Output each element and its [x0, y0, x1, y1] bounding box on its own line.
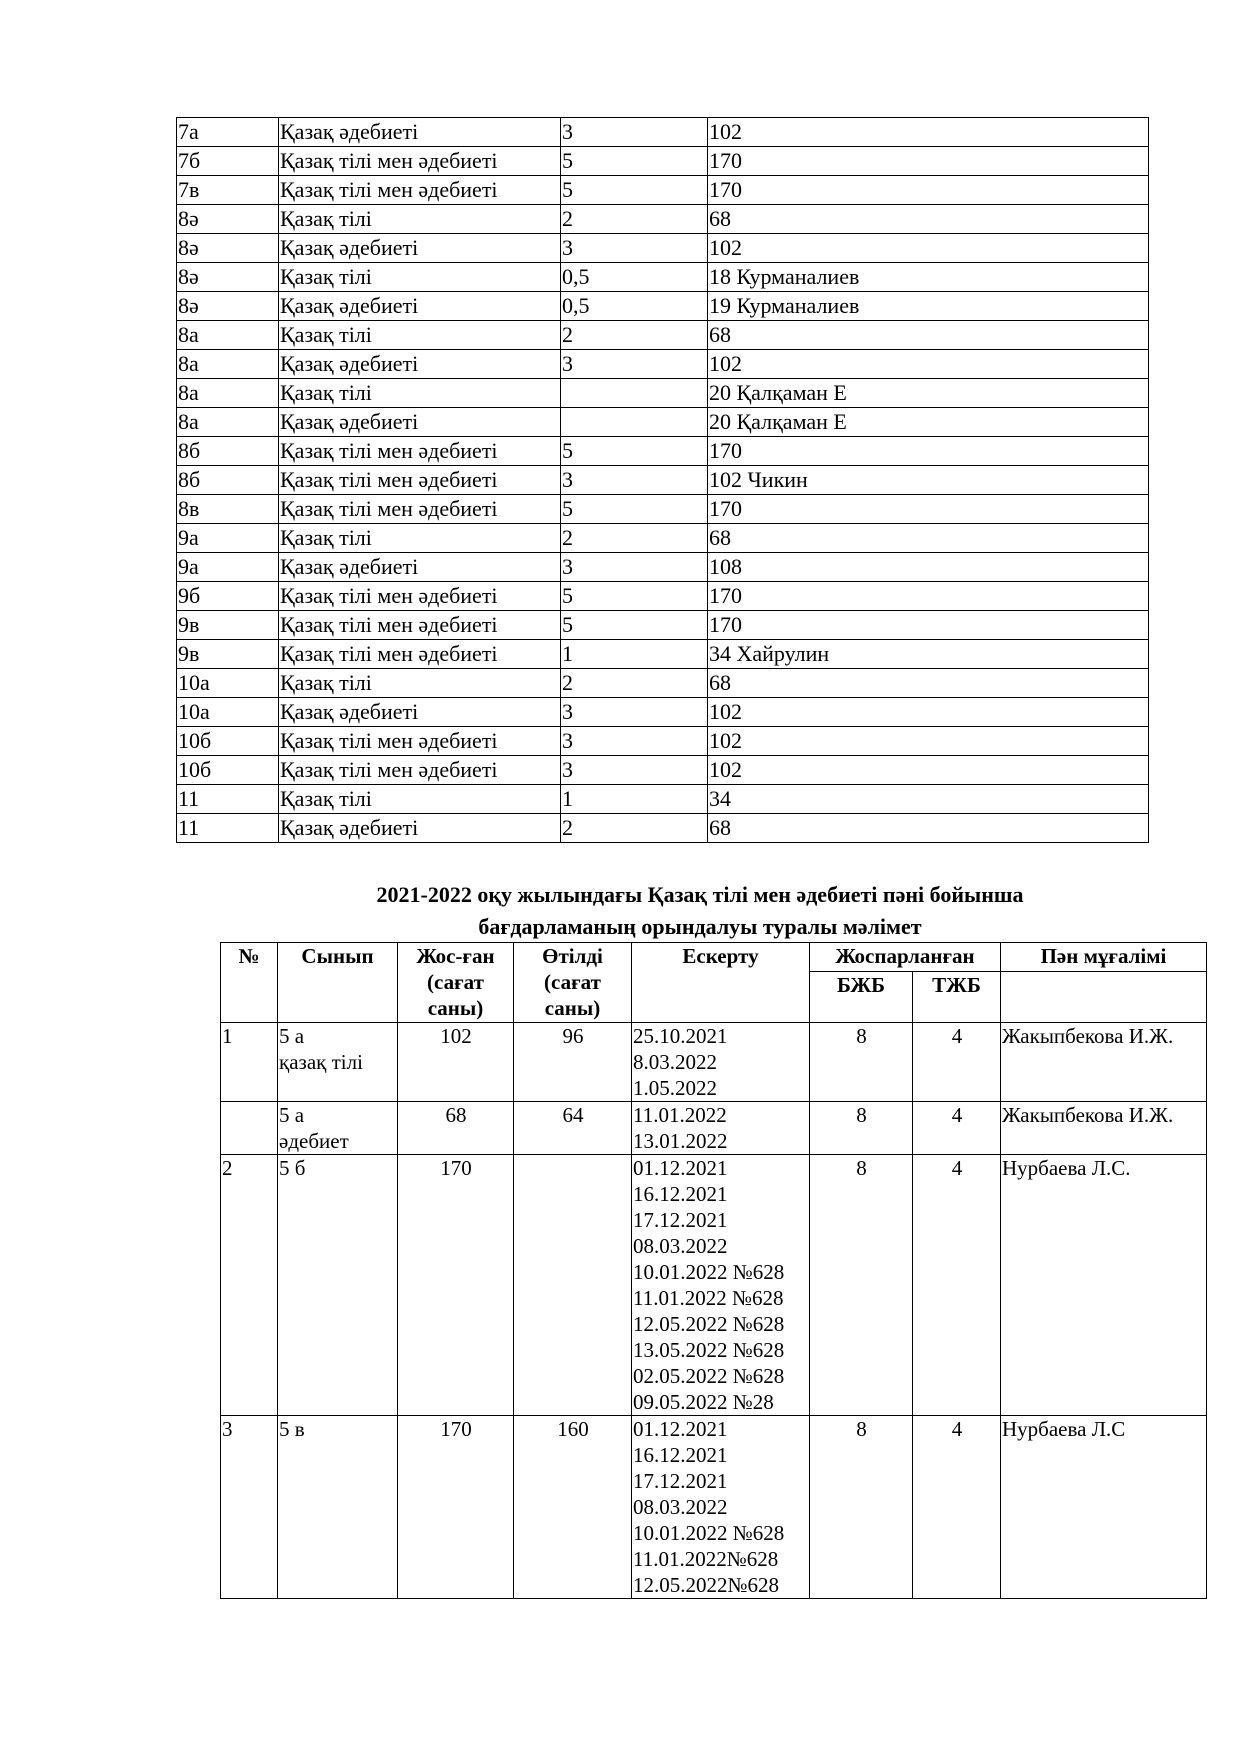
subject-cell: Қазақ тілі: [279, 379, 561, 408]
report-row: [221, 1416, 1207, 1599]
bzhb-cell: 8: [810, 1102, 913, 1155]
table-row: [177, 263, 1149, 292]
hours-cell: 3: [561, 350, 708, 379]
header-num: №: [221, 943, 278, 1023]
total-cell: 170: [708, 437, 1149, 466]
note-date: 12.05.2022 №628: [633, 1312, 785, 1336]
passed-hours-cell: [514, 1155, 632, 1416]
total-cell: 68: [708, 205, 1149, 234]
table-row: [177, 611, 1149, 640]
hours-cell: 3: [561, 698, 708, 727]
note-date: 10.01.2022 №628: [633, 1521, 785, 1545]
subject-cell: Қазақ әдебиеті: [279, 553, 561, 582]
tzhb-cell: 4: [913, 1102, 1001, 1155]
subject-cell: Қазақ тілі: [279, 321, 561, 350]
note-date: 11.01.2022№628: [633, 1547, 779, 1571]
table-row: [177, 437, 1149, 466]
class-cell: 10б: [177, 727, 279, 756]
hours-cell: 3: [561, 118, 708, 147]
hours-cell: [561, 379, 708, 408]
header-teacher: Пән мұғалімі: [1001, 943, 1207, 972]
note-date: 11.01.2022 №628: [633, 1286, 784, 1310]
table-row: [177, 350, 1149, 379]
total-cell: 68: [708, 524, 1149, 553]
header-passed-hours: Өтілді (сағат саны): [514, 943, 632, 1023]
report-title-line-2: бағдарламаның орындалуы туралы мәлімет: [478, 914, 922, 939]
report-row: [221, 1155, 1207, 1416]
header-bzhb: БЖБ: [810, 972, 913, 1023]
teacher-cell: Жакыпбекова И.Ж.: [1001, 1023, 1207, 1102]
planned-hours-cell: 170: [398, 1155, 514, 1416]
note-date: 02.05.2022 №628: [633, 1364, 785, 1388]
class-cell: 8ә: [177, 263, 279, 292]
total-cell: 102: [708, 756, 1149, 785]
total-cell: 34 Хайрулин: [708, 640, 1149, 669]
subject-cell: Қазақ тілі мен әдебиеті: [279, 466, 561, 495]
total-cell: 68: [708, 669, 1149, 698]
class-cell: 8б: [177, 466, 279, 495]
class-cell: 8в: [177, 495, 279, 524]
class-cell: 10а: [177, 669, 279, 698]
subject-cell: Қазақ әдебиеті: [279, 292, 561, 321]
subject-cell: Қазақ әдебиеті: [279, 408, 561, 437]
row-number-cell: [221, 1102, 278, 1155]
hours-cell: 1: [561, 640, 708, 669]
total-cell: 102: [708, 350, 1149, 379]
subject-cell: Қазақ тілі мен әдебиеті: [279, 582, 561, 611]
hours-cell: 2: [561, 524, 708, 553]
table-row: [177, 814, 1149, 843]
total-cell: 170: [708, 582, 1149, 611]
report-row: [221, 1023, 1207, 1102]
note-date: 17.12.2021: [633, 1208, 728, 1232]
hours-cell: 5: [561, 611, 708, 640]
total-cell: 102: [708, 234, 1149, 263]
subject-cell: Қазақ тілі мен әдебиеті: [279, 611, 561, 640]
table-row: [177, 669, 1149, 698]
subject-cell: Қазақ тілі: [279, 205, 561, 234]
hours-cell: 3: [561, 466, 708, 495]
hours-cell: 2: [561, 814, 708, 843]
class-cell: 10а: [177, 698, 279, 727]
table-row: [177, 698, 1149, 727]
passed-hours-cell: 64: [514, 1102, 632, 1155]
note-date: 10.01.2022 №628: [633, 1260, 785, 1284]
hours-cell: 3: [561, 727, 708, 756]
class-cell: 11: [177, 814, 279, 843]
total-cell: 20 Қалқаман Е: [708, 379, 1149, 408]
total-cell: 34: [708, 785, 1149, 814]
class-cell: 10б: [177, 756, 279, 785]
table-row: [177, 582, 1149, 611]
table-row: [177, 553, 1149, 582]
bzhb-cell: 8: [810, 1155, 913, 1416]
header-tzhb: ТЖБ: [913, 972, 1001, 1023]
subject-cell: Қазақ тілі мен әдебиеті: [279, 437, 561, 466]
class-cell: 9а: [177, 524, 279, 553]
teaching-load-table: [176, 117, 1149, 843]
table-row: [177, 292, 1149, 321]
total-cell: 20 Қалқаман Е: [708, 408, 1149, 437]
report-row: [221, 1102, 1207, 1155]
hours-cell: 5: [561, 147, 708, 176]
tzhb-cell: 4: [913, 1416, 1001, 1599]
total-cell: 170: [708, 176, 1149, 205]
class-cell: 9в: [177, 640, 279, 669]
note-date: 11.01.2022: [633, 1103, 727, 1127]
teacher-cell: Нурбаева Л.С.: [1001, 1155, 1207, 1416]
class-cell: 8ә: [177, 205, 279, 234]
subject-cell: Қазақ тілі: [279, 785, 561, 814]
note-dates-cell: [632, 1416, 810, 1599]
class-subject-cell: 5 б: [278, 1155, 398, 1416]
note-date: 12.05.2022№628: [633, 1573, 780, 1597]
table-row: [177, 640, 1149, 669]
note-date: 01.12.2021: [633, 1417, 728, 1441]
header-planned-hours: Жос-ған (сағат саны): [398, 943, 514, 1023]
class-cell: 8а: [177, 379, 279, 408]
hours-cell: 2: [561, 205, 708, 234]
table-row: [177, 321, 1149, 350]
table-row: [177, 147, 1149, 176]
class-cell: 7б: [177, 147, 279, 176]
teacher-cell: Нурбаева Л.С: [1001, 1416, 1207, 1599]
class-cell: 8ә: [177, 292, 279, 321]
table-row: [177, 495, 1149, 524]
hours-cell: 0,5: [561, 263, 708, 292]
class-subject-cell: 5 а әдебиет: [278, 1102, 398, 1155]
subject-cell: Қазақ әдебиеті: [279, 698, 561, 727]
header-note: Ескерту: [632, 943, 810, 1023]
teacher-cell: Жакыпбекова И.Ж.: [1001, 1102, 1207, 1155]
bzhb-cell: 8: [810, 1416, 913, 1599]
note-dates-cell: [632, 1155, 810, 1416]
class-cell: 8ә: [177, 234, 279, 263]
subject-cell: Қазақ әдебиеті: [279, 118, 561, 147]
note-date: 09.05.2022 №28: [633, 1390, 774, 1414]
subject-cell: Қазақ тілі: [279, 669, 561, 698]
class-cell: 9а: [177, 553, 279, 582]
total-cell: 68: [708, 321, 1149, 350]
table-row: [177, 379, 1149, 408]
note-date: 01.12.2021: [633, 1156, 728, 1180]
table-row: [177, 727, 1149, 756]
note-date: 1.05.2022: [633, 1076, 717, 1100]
table-row: [177, 205, 1149, 234]
table-row: [177, 234, 1149, 263]
tzhb-cell: 4: [913, 1155, 1001, 1416]
planned-hours-cell: 68: [398, 1102, 514, 1155]
table-row: [177, 408, 1149, 437]
hours-cell: 5: [561, 495, 708, 524]
total-cell: 18 Курманалиев: [708, 263, 1149, 292]
table-row: [177, 756, 1149, 785]
subject-cell: Қазақ тілі: [279, 263, 561, 292]
table-row: [177, 466, 1149, 495]
note-date: 17.12.2021: [633, 1469, 728, 1493]
note-date: 08.03.2022: [633, 1234, 728, 1258]
class-subject-cell: 5 в: [278, 1416, 398, 1599]
total-cell: 68: [708, 814, 1149, 843]
subject-cell: Қазақ тілі мен әдебиеті: [279, 495, 561, 524]
header-teacher-blank: [1001, 972, 1207, 1023]
class-cell: 8а: [177, 321, 279, 350]
class-cell: 9в: [177, 611, 279, 640]
planned-hours-cell: 170: [398, 1416, 514, 1599]
note-date: 13.05.2022 №628: [633, 1338, 785, 1362]
class-cell: 8б: [177, 437, 279, 466]
note-date: 16.12.2021: [633, 1443, 728, 1467]
row-number-cell: 1: [221, 1023, 278, 1102]
class-cell: 11: [177, 785, 279, 814]
header-planned: Жоспарланған: [810, 943, 1001, 972]
program-report-table: [220, 942, 1207, 1599]
total-cell: 170: [708, 147, 1149, 176]
total-cell: 170: [708, 495, 1149, 524]
hours-cell: 0,5: [561, 292, 708, 321]
subject-cell: Қазақ тілі мен әдебиеті: [279, 727, 561, 756]
total-cell: 19 Курманалиев: [708, 292, 1149, 321]
hours-cell: [561, 408, 708, 437]
note-dates-cell: [632, 1102, 810, 1155]
class-cell: 7а: [177, 118, 279, 147]
hours-cell: 5: [561, 176, 708, 205]
note-date: 8.03.2022: [633, 1050, 717, 1074]
hours-cell: 2: [561, 321, 708, 350]
table-row: [177, 524, 1149, 553]
table-row: [177, 785, 1149, 814]
total-cell: 170: [708, 611, 1149, 640]
row-number-cell: 3: [221, 1416, 278, 1599]
total-cell: 102 Чикин: [708, 466, 1149, 495]
hours-cell: 3: [561, 234, 708, 263]
total-cell: 102: [708, 118, 1149, 147]
hours-cell: 1: [561, 785, 708, 814]
note-date: 16.12.2021: [633, 1182, 728, 1206]
class-cell: 9б: [177, 582, 279, 611]
hours-cell: 3: [561, 756, 708, 785]
subject-cell: Қазақ тілі мен әдебиеті: [279, 147, 561, 176]
passed-hours-cell: 96: [514, 1023, 632, 1102]
total-cell: 102: [708, 698, 1149, 727]
total-cell: 102: [708, 727, 1149, 756]
hours-cell: 2: [561, 669, 708, 698]
class-cell: 8а: [177, 408, 279, 437]
subject-cell: Қазақ тілі мен әдебиеті: [279, 176, 561, 205]
passed-hours-cell: 160: [514, 1416, 632, 1599]
class-cell: 8а: [177, 350, 279, 379]
bzhb-cell: 8: [810, 1023, 913, 1102]
note-date: 25.10.2021: [633, 1024, 728, 1048]
planned-hours-cell: 102: [398, 1023, 514, 1102]
table-row: [177, 176, 1149, 205]
subject-cell: Қазақ тілі мен әдебиеті: [279, 756, 561, 785]
subject-cell: Қазақ тілі: [279, 524, 561, 553]
subject-cell: Қазақ әдебиеті: [279, 814, 561, 843]
report-title-line-1: 2021-2022 оқу жылындағы Қазақ тілі мен әдебиеті пәні бойынша: [376, 882, 1024, 907]
class-cell: 7в: [177, 176, 279, 205]
tzhb-cell: 4: [913, 1023, 1001, 1102]
note-dates-cell: [632, 1023, 810, 1102]
class-subject-cell: 5 а қазақ тілі: [278, 1023, 398, 1102]
total-cell: 108: [708, 553, 1149, 582]
row-number-cell: 2: [221, 1155, 278, 1416]
subject-cell: Қазақ әдебиеті: [279, 350, 561, 379]
table-row: [177, 118, 1149, 147]
subject-cell: Қазақ әдебиеті: [279, 234, 561, 263]
subject-cell: Қазақ тілі мен әдебиеті: [279, 640, 561, 669]
hours-cell: 5: [561, 582, 708, 611]
hours-cell: 3: [561, 553, 708, 582]
header-class: Сынып: [278, 943, 398, 1023]
hours-cell: 5: [561, 437, 708, 466]
note-date: 13.01.2022: [633, 1129, 728, 1153]
note-date: 08.03.2022: [633, 1495, 728, 1519]
